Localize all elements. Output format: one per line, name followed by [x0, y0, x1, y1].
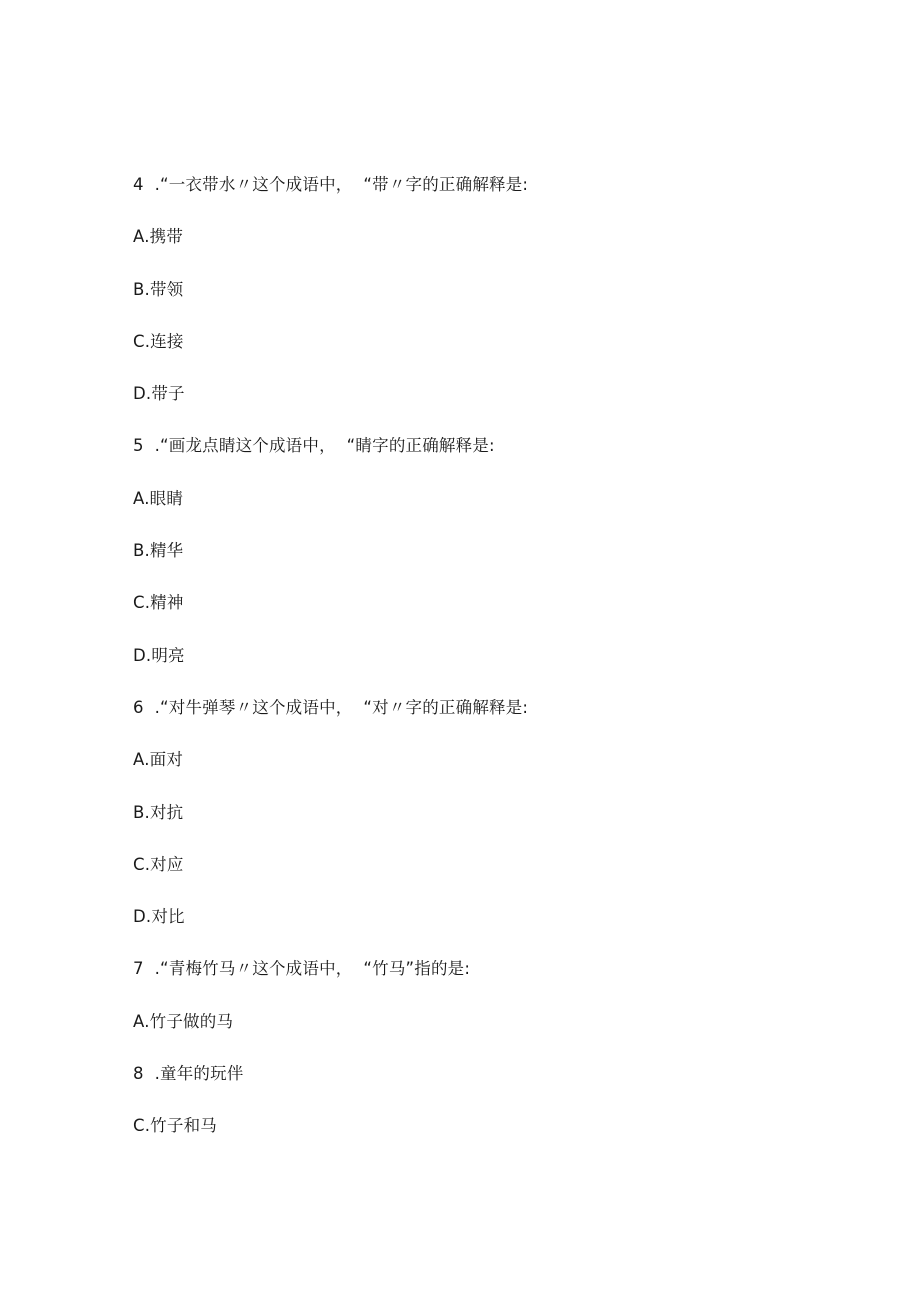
question-6-option-d: D.对比 [133, 907, 185, 927]
question-7-option-b: 8 .童年的玩伴 [133, 1064, 244, 1084]
question-7-option-c: C.竹子和马 [133, 1116, 217, 1136]
question-6-option-b: B.对抗 [133, 802, 184, 822]
question-6-option-c: C.对应 [133, 854, 184, 874]
question-5-option-b: B.精华 [133, 541, 184, 561]
document-body [133, 171, 833, 1165]
question-7-stem: 7 .“青梅竹马〃这个成语中， “竹马”指的是: [133, 959, 471, 979]
question-6-stem: 6 .“对牛弹琴〃这个成语中， “对〃字的正确解释是: [133, 697, 529, 717]
question-5-option-d: D.明亮 [133, 645, 185, 665]
question-5-option-a: A.眼睛 [133, 488, 184, 508]
question-5-stem: 5 .“画龙点睛这个成语中， “睛字的正确解释是: [133, 436, 495, 456]
question-7-option-a: A.竹子做的马 [133, 1011, 234, 1031]
question-4-option-a: A.携带 [133, 227, 184, 247]
question-4-stem: 4 .“一衣带水〃这个成语中， “带〃字的正确解释是: [133, 175, 529, 194]
question-4-option-d: D.带子 [133, 384, 185, 404]
question-5-option-c: C.精神 [133, 593, 184, 613]
question-4-option-b: B.带领 [133, 279, 184, 299]
question-6-option-a: A.面对 [133, 750, 184, 770]
question-4-option-c: C.连接 [133, 331, 184, 351]
